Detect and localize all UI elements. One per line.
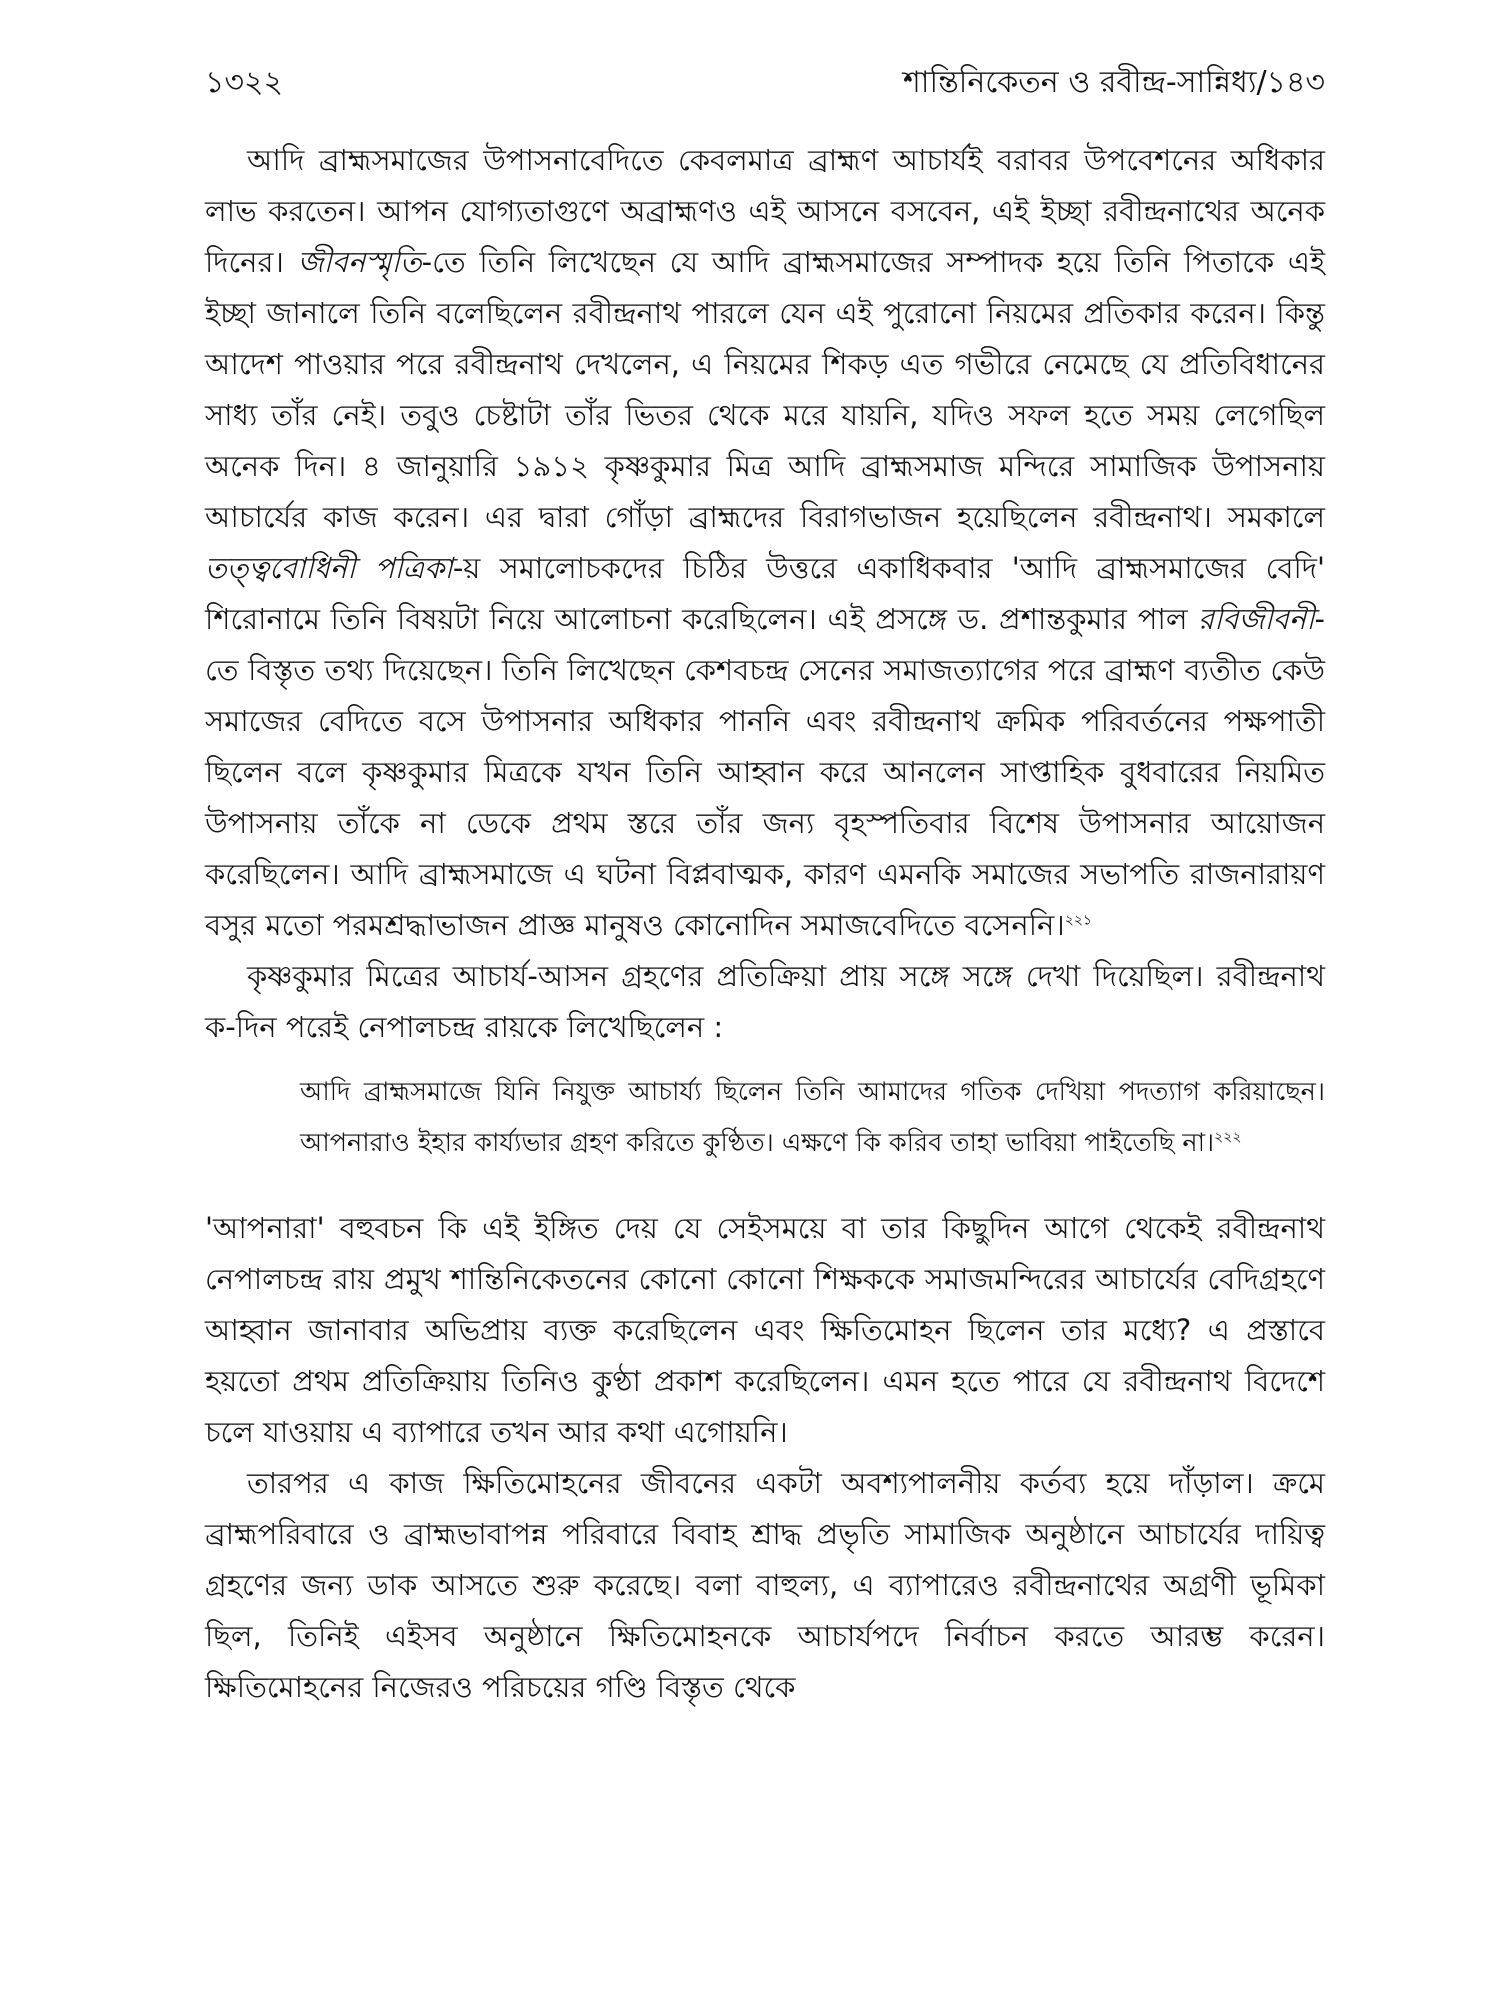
block-quote-text: আদি ব্রাহ্মসমাজে যিনি নিযুক্ত আচার্য্য ছিলেন তিনি আমাদের গতিক দেখিয়া পদত্যাগ করিয়াছেন। আপনারাও ইহার কার্য্যভার গ্রহণ করিতে কুণ্ঠিত। এক্ষণে কি করিব তাহা ভাবিয়া পাইতেছি না।: [300, 1077, 1325, 1158]
paragraph-1-text-e: -য় সমালোচকদের চিঠির উত্তরে একাধিকবার 'আদি ব্রাহ্মসমাজের বেদি' শিরোনামে তিনি বিষয়টা নিয়ে আলোচনা করেছিলেন। এই প্রসঙ্গে ড. প্রশান্তকুমার পাল: [205, 551, 1325, 636]
paragraph-2: কৃষ্ণকুমার মিত্রের আচার্য-আসন গ্রহণের প্রতিক্রিয়া প্রায় সঙ্গে সঙ্গে দেখা দিয়েছিল। রবীন্দ্রনাথ ক-দিন পরেই নেপালচন্দ্র রায়কে লিখেছিলেন :: [205, 959, 1325, 1044]
running-head: [205, 55, 1325, 111]
paragraph-1-text-g: -তে বিস্তৃত তথ্য দিয়েছেন। তিনি লিখেছেন কেশবচন্দ্র সেনের সমাজত্যাগের পরে ব্রাহ্মণ ব্যতীত কেউ সমাজের বেদিতে বসে উপাসনার অধিকার পাননি এবং রবীন্দ্রনাথ ক্রমিক পরিবর্তনের পক্ষপাতী ছিলেন বলে কৃষ্ণকুমার মিত্রকে যখন তিনি আহ্বান করে আনলেন সাপ্তাহিক বুধবারের নিয়মিত উপাসনায় তাঁকে না ডেকে প্রথম স্তরে তাঁর জন্য বৃহস্পতিবার বিশেষ উপাসনার আয়োজন করেছিলেন। আদি ব্রাহ্মসমাজে এ ঘটনা বিপ্লবাত্মক, কারণ এমনকি সমাজের সভাপতি রাজনারায়ণ বসুর মতো পরমশ্রদ্ধাভাজন প্রাজ্ঞ মানুষও কোনোদিন সমাজবেদিতে বসেননি।: [205, 602, 1326, 942]
paragraph-1-text-c: -তে তিনি লিখেছেন যে আদি ব্রাহ্মসমাজের সম্পাদক হয়ে তিনি পিতাকে এই ইচ্ছা জানালে তিনি বলেছিলেন রবীন্দ্রনাথ পারলে যেন এই পুরোনো নিয়মের প্রতিকার করেন। কিন্তু আদেশ পাওয়ার পরে রবীন্দ্রনাথ দেখলেন, এ নিয়মের শিকড় এত গভীরে নেমেছে যে প্রতিবিধানের সাধ্য তাঁর নেই। তবুও চেষ্টাটা তাঁর ভিতর থেকে মরে যায়নি, যদিও সফল হতে সময় লেগেছিল অনেক দিন। ৪ জানুয়ারি ১৯১২ কৃষ্ণকুমার মিত্র আদি ব্রাহ্মসমাজ মন্দিরে সামাজিক উপাসনায় আচার্যের কাজ করেন। এর দ্বারা গোঁড়া ব্রাহ্মদের বিরাগভাজন হয়েছিলেন রবীন্দ্রনাথ। সমকালে: [205, 245, 1326, 534]
journal-title-tattvabodhini: তত্ত্ববোধিনী পত্রিকা: [205, 551, 453, 585]
body-text: [205, 135, 1325, 1713]
paragraph-4: তারপর এ কাজ ক্ষিতিমোহনের জীবনের একটা অবশ্যপালনীয় কর্তব্য হয়ে দাঁড়াল। ক্রমে ব্রাহ্মপরিবারে ও ব্রাহ্মভাবাপন্ন পরিবারে বিবাহ শ্রাদ্ধ প্রভৃতি সামাজিক অনুষ্ঠানে আচার্যের দায়িত্ব গ্রহণের জন্য ডাক আসতে শুরু করেছে। বলা বাহুল্য, এ ব্যাপারেও রবীন্দ্রনাথের অগ্রণী ভূমিকা ছিল, তিনিই এইসব অনুষ্ঠানে ক্ষিতিমোহনকে আচার্যপদে নির্বাচন করতে আরম্ভ করেন। ক্ষিতিমোহনের নিজেরও পরিচয়ের গণ্ডি বিস্তৃত থেকে: [205, 1466, 1325, 1704]
running-title: শান্তিনিকেতন ও রবীন্দ্র-সান্নিধ্য/১৪৩: [903, 65, 1325, 100]
footnote-marker-221: ২২১: [1064, 912, 1093, 929]
block-quote: [300, 1067, 1325, 1169]
footnote-marker-222: ২২২: [1214, 1129, 1242, 1146]
book-title-jibansmriti: জীবনস্মৃতি: [297, 245, 422, 279]
paragraph-1-text-a: আদি ব্রাহ্মসমাজের উপাসনাবেদিতে কেবলমাত্র ব্রাহ্মণ আচার্যই বরাবর উপবেশনের অধিকার লাভ করতেন। আপন যোগ্যতাগুণে অব্রাহ্মণও এই আসনে বসবেন, এই ইচ্ছা রবীন্দ্রনাথের অনেক দিনের।: [205, 143, 1325, 279]
book-page: [205, 55, 1325, 1713]
book-title-rabijiboni: রবিজীবনী: [1198, 602, 1315, 636]
paragraph-3: 'আপনারা' বহুবচন কি এই ইঙ্গিত দেয় যে সেইসময়ে বা তার কিছুদিন আগে থেকেই রবীন্দ্রনাথ নেপালচন্দ্র রায় প্রমুখ শান্তিনিকেতনের কোনো কোনো শিক্ষককে সমাজমন্দিরের আচার্যের বেদিগ্রহণে আহ্বান জানাবার অভিপ্রায় ব্যক্ত করেছিলেন এবং ক্ষিতিমোহন ছিলেন তার মধ্যে? এ প্রস্তাবে হয়তো প্রথম প্রতিক্রিয়ায় তিনিও কুণ্ঠা প্রকাশ করেছিলেন। এমন হতে পারে যে রবীন্দ্রনাথ বিদেশে চলে যাওয়ায় এ ব্যাপারে তখন আর কথা এগোয়নি।: [205, 1211, 1325, 1449]
paragraph-1: [205, 135, 1325, 951]
page-number: ১৩২২: [205, 65, 283, 100]
